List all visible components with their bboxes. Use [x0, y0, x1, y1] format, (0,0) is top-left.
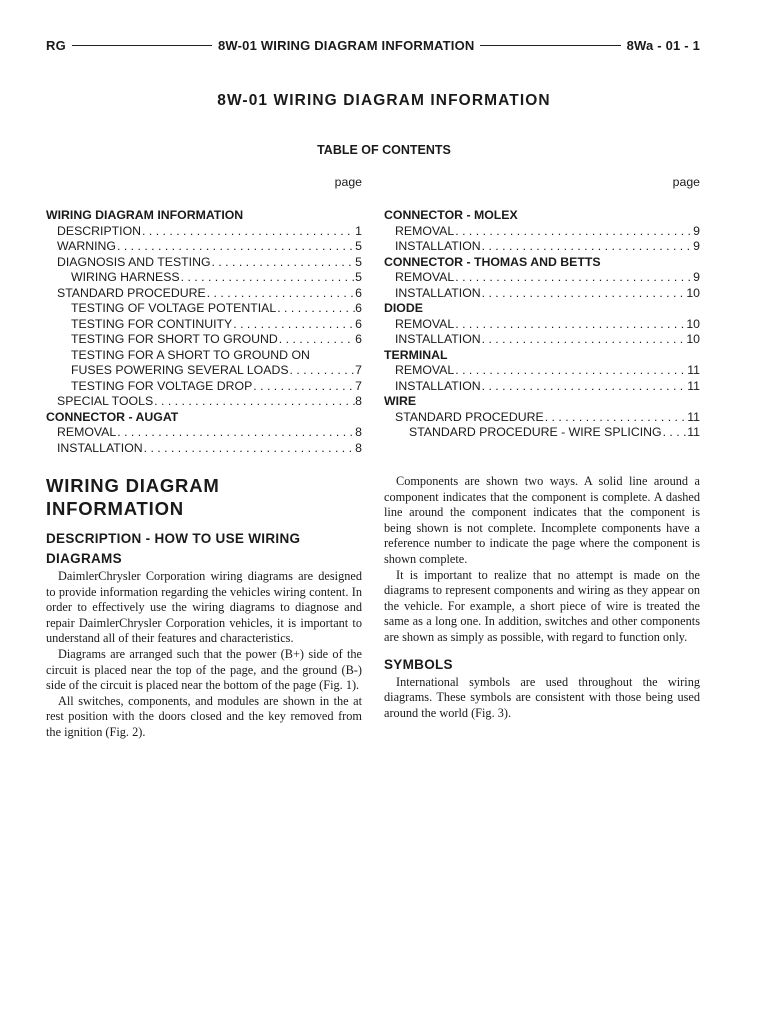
toc-section-heading: [384, 394, 700, 410]
toc-entry-title: TESTING FOR CONTINUITY: [71, 316, 233, 331]
document-title: 8W-01 WIRING DIAGRAM INFORMATION: [217, 92, 551, 109]
toc-entry: [46, 394, 362, 410]
toc-left-column: [46, 174, 362, 456]
toc-left-list: [46, 208, 362, 456]
toc-entry-page: 6: [355, 285, 362, 300]
toc-entry: [46, 441, 362, 457]
toc-dot-leader: [454, 224, 693, 240]
header-rule-right: [480, 45, 620, 46]
toc-dot-leader: [206, 286, 355, 302]
toc-entry: [46, 363, 362, 379]
toc-entry-title: REMOVAL: [395, 270, 455, 284]
toc-entry: [384, 410, 700, 426]
toc-entry-title: CONNECTOR - MOLEX: [384, 208, 518, 222]
toc-right-list: [384, 208, 700, 441]
toc-dot-leader: [481, 379, 688, 395]
toc-entry: [384, 363, 700, 379]
toc-entry-title: FUSES POWERING SEVERAL LOADS: [71, 363, 289, 377]
header-center: 8W-01 WIRING DIAGRAM INFORMATION: [217, 37, 475, 53]
toc-entry-title: TESTING FOR SHORT TO GROUND: [71, 332, 278, 346]
toc-entry-page: 7: [355, 378, 362, 393]
body-right-column: [384, 474, 700, 721]
toc-dot-leader: [153, 394, 355, 410]
toc-entry-page: 1: [355, 223, 362, 238]
toc-section-heading: [384, 301, 700, 317]
running-header: [46, 36, 700, 54]
body-paragraph: Components are shown two ways. A solid line around a component indicates that the component is complete. A dashed line around the component indicates that the component is being shown is not complete. Incomplete components have a reference number to indicate the page where the component is shown complete.: [384, 474, 700, 566]
toc-dot-leader: [232, 317, 355, 333]
toc-entry-title: WIRING HARNESS: [71, 270, 180, 284]
toc-entry-page: 11: [687, 363, 700, 377]
toc-section-heading: [384, 255, 700, 271]
toc-entry-title: INSTALLATION: [395, 285, 481, 300]
toc-entry-page: 11: [687, 425, 700, 439]
toc-entry-title: REMOVAL: [57, 425, 117, 439]
toc-entry: [384, 425, 700, 441]
toc-entry-title: DIAGNOSIS AND TESTING: [57, 254, 211, 269]
toc-entry-page: 9: [693, 223, 700, 238]
toc-entry-title: INSTALLATION: [395, 378, 481, 393]
toc-entry-page: 6: [355, 301, 362, 315]
toc-section-heading: [384, 208, 700, 224]
toc-entry-page: 9: [693, 270, 700, 284]
body-paragraph: It is important to realize that no attempt is made on the diagrams to represent components and wiring as they appear on the vehicle. For example, a short piece of wire is treated the same as a long one. In addition, switches and other components are shown as simply as possible, with regard to function only.: [384, 567, 700, 644]
toc-entry: [46, 379, 362, 395]
toc-entry-title: DIODE: [384, 301, 423, 315]
toc-entry: [46, 239, 362, 255]
toc-dot-leader: [116, 239, 355, 255]
toc-dot-leader: [289, 363, 356, 379]
toc-dot-leader: [481, 332, 687, 348]
toc-entry-title: TESTING FOR A SHORT TO GROUND ON: [71, 347, 310, 362]
toc-entry: [384, 224, 700, 240]
toc-entry-page: 5: [355, 239, 362, 253]
toc-entry: [46, 255, 362, 271]
toc-entry-title: CONNECTOR - THOMAS AND BETTS: [384, 254, 601, 269]
toc-dot-leader: [454, 317, 686, 333]
toc-dot-leader: [252, 379, 355, 395]
toc-entry-page: 10: [686, 332, 700, 346]
toc-entry: [46, 348, 362, 364]
toc-section-heading: [46, 208, 362, 224]
toc-page-label: page: [672, 175, 700, 189]
toc-dot-leader: [454, 363, 687, 379]
body-left-column: [46, 474, 362, 741]
toc-entry: [384, 332, 700, 348]
toc-entry: [384, 286, 700, 302]
toc-dot-leader: [276, 301, 355, 317]
toc-entry-title: WIRING DIAGRAM INFORMATION: [46, 208, 244, 222]
toc-entry-title: REMOVAL: [395, 316, 455, 331]
toc-entry-title: STANDARD PROCEDURE - WIRE SPLICING: [409, 425, 662, 439]
toc-entry-title: INSTALLATION: [395, 332, 481, 346]
toc-entry-title: TERMINAL: [384, 347, 448, 362]
toc-entry-page: 5: [355, 254, 362, 269]
toc-entry-page: 11: [687, 409, 700, 424]
header-right: 8Wa - 01 - 1: [626, 37, 701, 53]
toc-entry-page: 8: [355, 440, 362, 455]
toc-entry: [46, 270, 362, 286]
toc-section-heading: [46, 410, 362, 426]
right-paragraphs: [384, 474, 700, 646]
toc-dot-leader: [143, 441, 356, 457]
toc-entry-page: 8: [355, 425, 362, 439]
toc-entry-title: DESCRIPTION: [57, 223, 142, 238]
toc-entry: [46, 286, 362, 302]
body-paragraph: DaimlerChrysler Corporation wiring diagrams are designed to provide information regarding the vehicles wiring content. In order to effectively use the wiring diagrams to diagnose and repair DaimlerChrysler Corporation vehicles, it is important to understand all of their features and characteristics.: [46, 569, 362, 646]
toc-dot-leader: [662, 425, 688, 441]
toc-entry-title: STANDARD PROCEDURE: [395, 409, 544, 424]
toc-entry: [46, 224, 362, 240]
toc-entry-title: CONNECTOR - AUGAT: [46, 409, 179, 424]
toc-entry-page: 10: [686, 316, 700, 331]
toc-entry-title: INSTALLATION: [57, 440, 143, 455]
toc-entry: [46, 332, 362, 348]
toc-dot-leader: [278, 332, 355, 348]
toc-entry-title: REMOVAL: [395, 223, 455, 238]
toc-entry-title: TESTING OF VOLTAGE POTENTIAL: [71, 301, 277, 315]
toc-entry-title: SPECIAL TOOLS: [57, 394, 154, 408]
toc-entry-page: 9: [693, 239, 700, 253]
toc-entry-page: 10: [686, 285, 700, 300]
body-paragraph: International symbols are used throughout the wiring diagrams. These symbols are consistent with those being used around the world (Fig. 3).: [384, 674, 700, 720]
description-heading: DESCRIPTION - HOW TO USE WIRING DIAGRAMS: [46, 531, 301, 566]
toc-heading: TABLE OF CONTENTS: [317, 143, 451, 157]
body-paragraph: All switches, components, and modules are shown in the at rest position with the doors closed and the key removed from the ignition (Fig. 2).: [46, 693, 362, 739]
toc-entry: [46, 317, 362, 333]
toc-entry-page: 7: [355, 363, 362, 377]
toc-dot-leader: [481, 286, 687, 302]
toc-entry-page: 5: [355, 270, 362, 284]
toc-entry-title: STANDARD PROCEDURE: [57, 285, 206, 300]
toc-entry-title: INSTALLATION: [395, 239, 481, 253]
toc-page-label: page: [334, 175, 362, 189]
toc-entry-page: 11: [687, 378, 700, 393]
symbols-paragraphs: [384, 675, 700, 722]
toc-dot-leader: [141, 224, 355, 240]
toc-entry-page: 8: [355, 394, 362, 408]
toc-entry: [384, 379, 700, 395]
toc-entry: [46, 425, 362, 441]
body-paragraph: Diagrams are arranged such that the power (B+) side of the circuit is placed near the top of the page, and the ground (B-) side of the circuit is placed near the bottom of the page (Fig. 1).: [46, 646, 362, 693]
toc-entry: [384, 239, 700, 255]
left-paragraphs: [46, 569, 362, 741]
toc-entry: [384, 270, 700, 286]
toc-right-column: [384, 174, 700, 441]
toc-dot-leader: [481, 239, 694, 255]
toc-entry: [384, 317, 700, 333]
symbols-heading: SYMBOLS: [384, 656, 453, 672]
toc-dot-leader: [544, 410, 688, 426]
toc-entry-page: 6: [355, 316, 362, 331]
toc-section-heading: [384, 348, 700, 364]
toc-entry-title: WIRE: [384, 394, 417, 408]
toc-dot-leader: [180, 270, 356, 286]
toc-entry-title: TESTING FOR VOLTAGE DROP: [71, 378, 253, 393]
toc-entry-title: WARNING: [57, 239, 116, 253]
toc-entry: [46, 301, 362, 317]
toc-dot-leader: [116, 425, 355, 441]
toc-dot-leader: [211, 255, 356, 271]
section-title: WIRING DIAGRAM INFORMATION: [46, 475, 220, 519]
toc-entry-title: REMOVAL: [395, 363, 455, 377]
toc-entry-page: 6: [355, 332, 362, 346]
header-left: RG: [46, 37, 66, 53]
toc-dot-leader: [454, 270, 693, 286]
header-rule-left: [72, 45, 212, 46]
